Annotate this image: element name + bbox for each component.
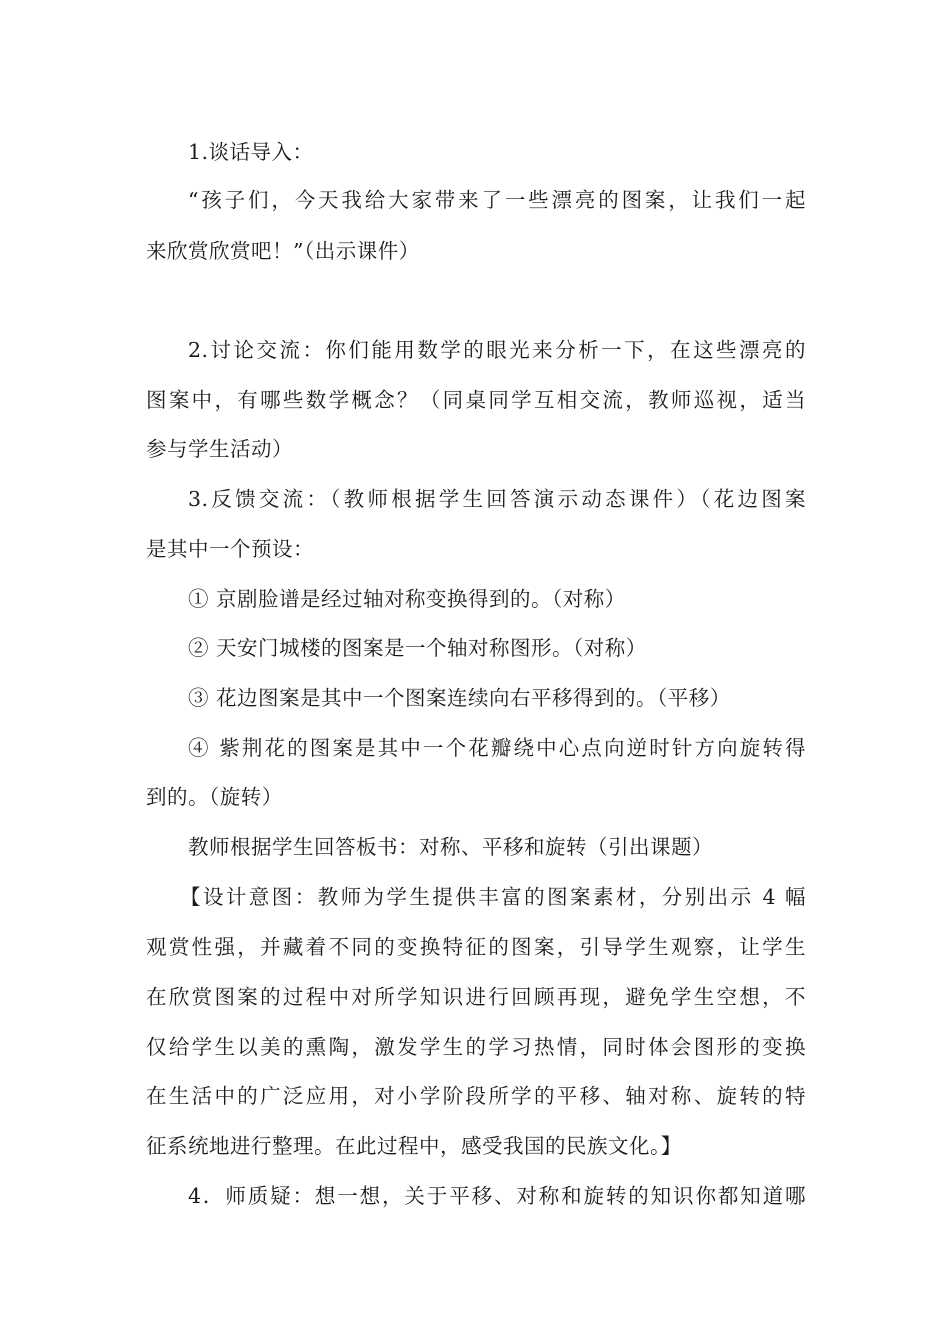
list-item-continuation: 到的。（旋转） [146,785,283,809]
paragraph-line: 参与学生活动） [146,437,293,461]
design-intent-line: 仅给学生以美的熏陶，激发学生的学习热情，同时体会图形的变换 [146,1035,806,1059]
design-intent-line: 观赏性强，并藏着不同的变换特征的图案，引导学生观察，让学生 [146,935,806,959]
list-item: ② 天安门城楼的图案是一个轴对称图形。（对称） [188,636,647,660]
paragraph-line: 图案中，有哪些数学概念？（同桌同学互相交流，教师巡视，适当 [146,388,806,412]
design-intent-line: 在欣赏图案的过程中对所学知识进行回顾再现，避免学生空想，不 [146,985,806,1009]
paragraph-line: “孩子们，今天我给大家带来了一些漂亮的图案，让我们一起 [188,188,806,212]
paragraph-line: 来欣赏欣赏吧！”（出示课件） [146,239,420,263]
design-intent-line: 【设计意图：教师为学生提供丰富的图案素材，分别出示 4 幅 [180,885,806,909]
section-1-heading: 1.谈话导入： [188,140,314,164]
design-intent-line: 征系统地进行整理。在此过程中，感受我国的民族文化。】 [146,1134,682,1158]
paragraph-line: 是其中一个预设： [146,537,314,561]
design-intent-line: 在生活中的广泛应用，对小学阶段所学的平移、轴对称、旋转的特 [146,1084,806,1108]
list-item: ③ 花边图案是其中一个图案连续向右平移得到的。（平移） [188,686,731,710]
list-item: ④ 紫荆花的图案是其中一个花瓣绕中心点向逆时针方向旋转得 [188,736,806,760]
paragraph-line: 教师根据学生回答板书：对称、平移和旋转（引出课题） [188,835,713,859]
section-4-heading: 4．师质疑：想一想，关于平移、对称和旋转的知识你都知道哪 [188,1184,806,1208]
section-2-heading: 2.讨论交流：你们能用数学的眼光来分析一下，在这些漂亮的 [188,338,806,362]
list-item: ① 京剧脸谱是经过轴对称变换得到的。（对称） [188,587,626,611]
section-3-heading: 3.反馈交流：（教师根据学生回答演示动态课件）（花边图案 [188,487,806,511]
